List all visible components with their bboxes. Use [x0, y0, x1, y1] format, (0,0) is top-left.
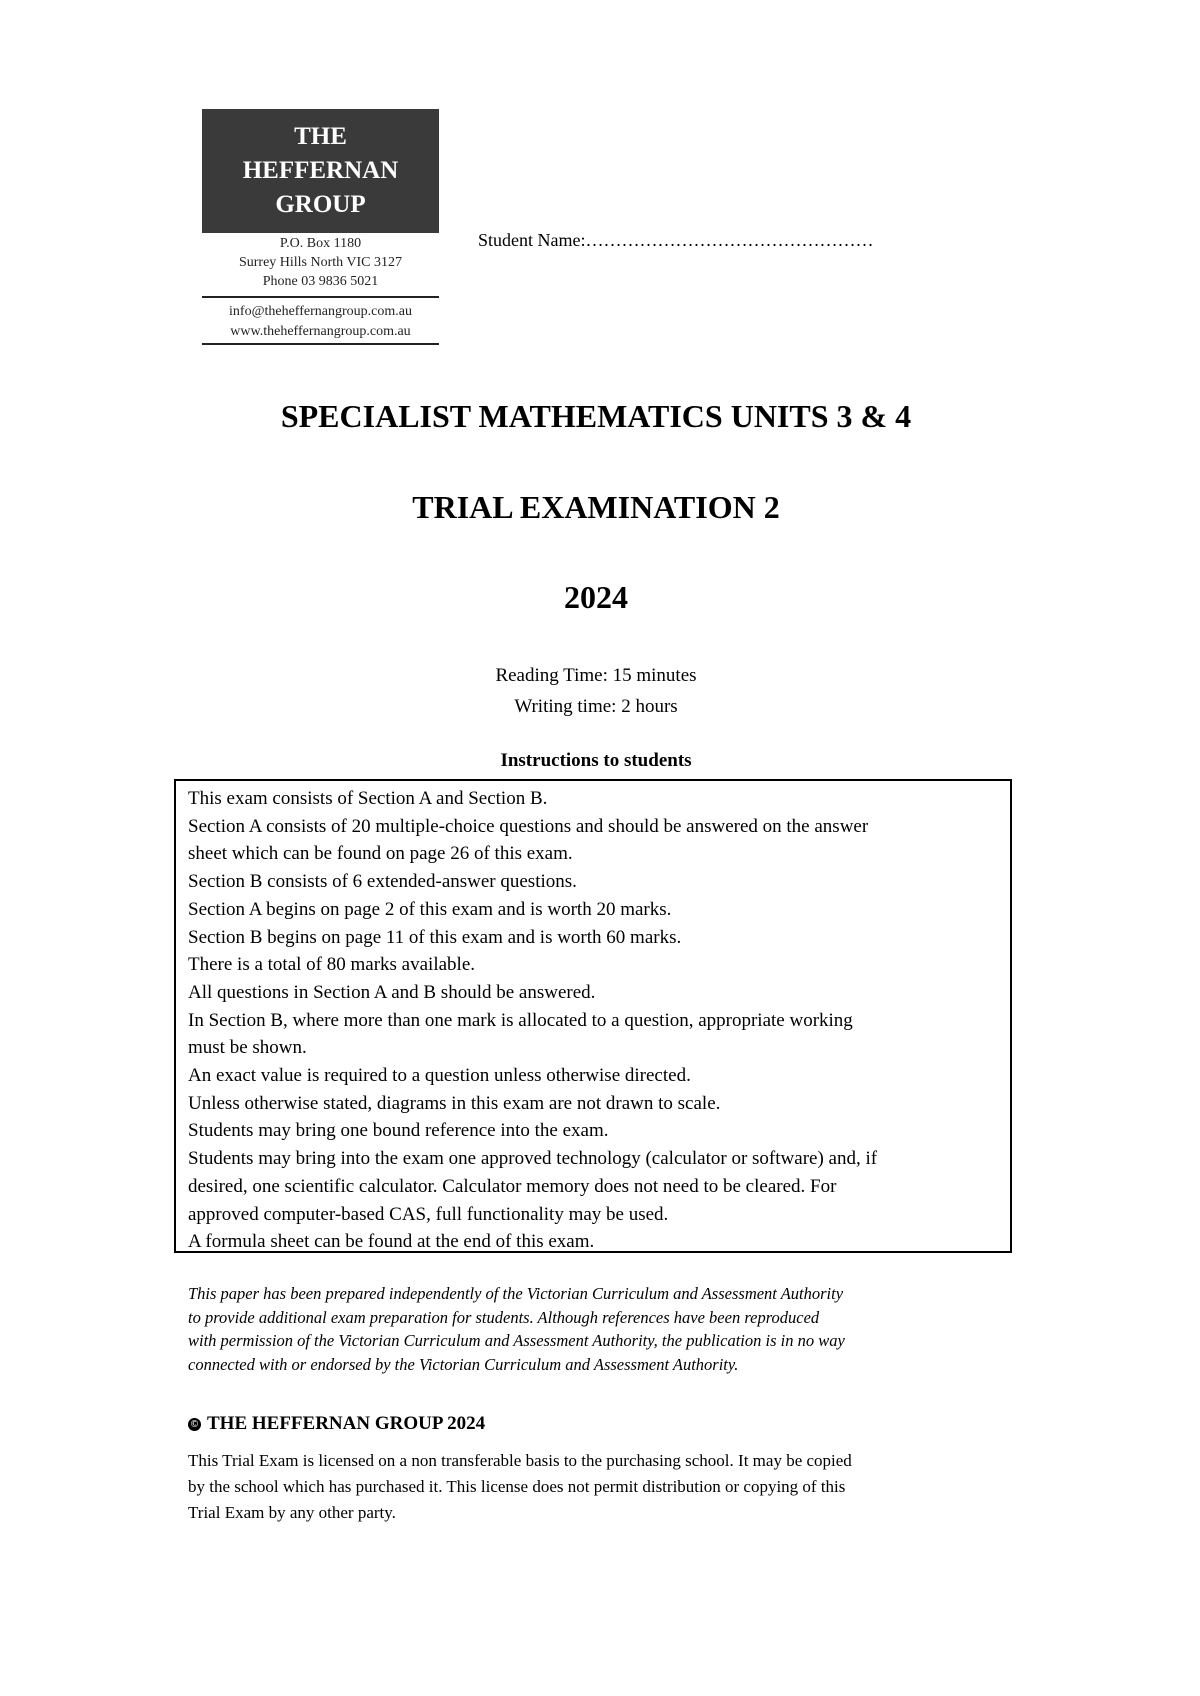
instruction-line: There is a total of 80 marks available. — [188, 954, 476, 976]
instruction-line: Section B begins on page 11 of this exam and is worth 60 marks. — [188, 926, 682, 948]
exam-title: TRIAL EXAMINATION 2 — [412, 489, 780, 525]
instruction-line: Students may bring into the exam one approved technology (calculator or software) and, if — [188, 1148, 878, 1170]
reading-time: Reading Time: 15 minutes — [495, 665, 697, 686]
license-line: by the school which has purchased it. This license does not permit distribution or copying of this — [188, 1477, 846, 1496]
logo-line-3-text: GROUP — [275, 191, 366, 218]
address-po-box: P.O. Box 1180 — [279, 236, 362, 251]
student-name-field[interactable] — [478, 230, 873, 251]
contact-website: www.theheffernangroup.com.au — [230, 324, 411, 339]
contact-email: info@theheffernangroup.com.au — [229, 304, 412, 319]
vcaa-disclaimer — [188, 1282, 1008, 1376]
publisher-address — [202, 234, 439, 291]
copyright-icon: © — [188, 1418, 201, 1431]
publisher-contact — [202, 302, 439, 342]
instructions-box — [174, 779, 1012, 1253]
instructions-heading: Instructions to students — [500, 750, 692, 771]
copyright-text: THE HEFFERNAN GROUP 2024 — [207, 1413, 486, 1434]
student-name-dots: ………………………………………… — [585, 230, 874, 250]
instruction-line: Students may bring one bound reference into the exam. — [188, 1120, 609, 1142]
disclaimer-line: to provide additional exam preparation for students. Although references have been reproduced — [188, 1307, 820, 1327]
instruction-line: A formula sheet can be found at the end of this exam. — [188, 1231, 595, 1253]
license-line: Trial Exam by any other party. — [188, 1503, 396, 1522]
instruction-line: Section B consists of 6 extended-answer questions. — [188, 871, 577, 893]
instruction-line: Unless otherwise stated, diagrams in this exam are not drawn to scale. — [188, 1092, 721, 1114]
instruction-line: In Section B, where more than one mark is allocated to a question, appropriate working — [188, 1009, 853, 1031]
instruction-line: Section A consists of 20 multiple-choice questions and should be answered on the answer — [188, 815, 869, 837]
instruction-line: An exact value is required to a question unless otherwise directed. — [188, 1065, 691, 1087]
disclaimer-line: connected with or endorsed by the Victorian Curriculum and Assessment Authority. — [188, 1354, 739, 1374]
publisher-logo — [202, 109, 439, 233]
address-phone: Phone 03 9836 5021 — [262, 274, 379, 289]
copyright-heading — [188, 1413, 485, 1435]
license-text — [188, 1448, 1008, 1526]
logo-line-2-text: HEFFERNAN — [242, 157, 399, 184]
logo-divider-bottom — [202, 343, 439, 345]
license-line: This Trial Exam is licensed on a non transferable basis to the purchasing school. It may be copied — [188, 1451, 852, 1470]
logo-line-1-text: THE — [294, 123, 347, 150]
instruction-line: approved computer-based CAS, full functionality may be used. — [188, 1203, 669, 1225]
writing-time: Writing time: 2 hours — [514, 696, 678, 717]
instruction-line: must be shown. — [188, 1037, 307, 1059]
student-name-label: Student Name: — [478, 230, 586, 250]
subject-title: SPECIALIST MATHEMATICS UNITS 3 & 4 — [280, 398, 912, 434]
instruction-line: All questions in Section A and B should be answered. — [188, 981, 596, 1003]
disclaimer-line: with permission of the Victorian Curriculum and Assessment Authority, the publication is in no way — [188, 1331, 845, 1350]
instruction-line: desired, one scientific calculator. Calculator memory does not need to be cleared. For — [188, 1175, 837, 1197]
instruction-line: Section A begins on page 2 of this exam and is worth 20 marks. — [188, 898, 672, 920]
logo-divider-top — [202, 296, 439, 298]
disclaimer-line: This paper has been prepared independently of the Victorian Curriculum and Assessment Authority — [188, 1284, 844, 1303]
address-suburb: Surrey Hills North VIC 3127 — [238, 255, 403, 270]
exam-year: 2024 — [564, 579, 628, 615]
instruction-line: sheet which can be found on page 26 of this exam. — [188, 843, 573, 865]
instruction-line: This exam consists of Section A and Section B. — [188, 788, 548, 809]
